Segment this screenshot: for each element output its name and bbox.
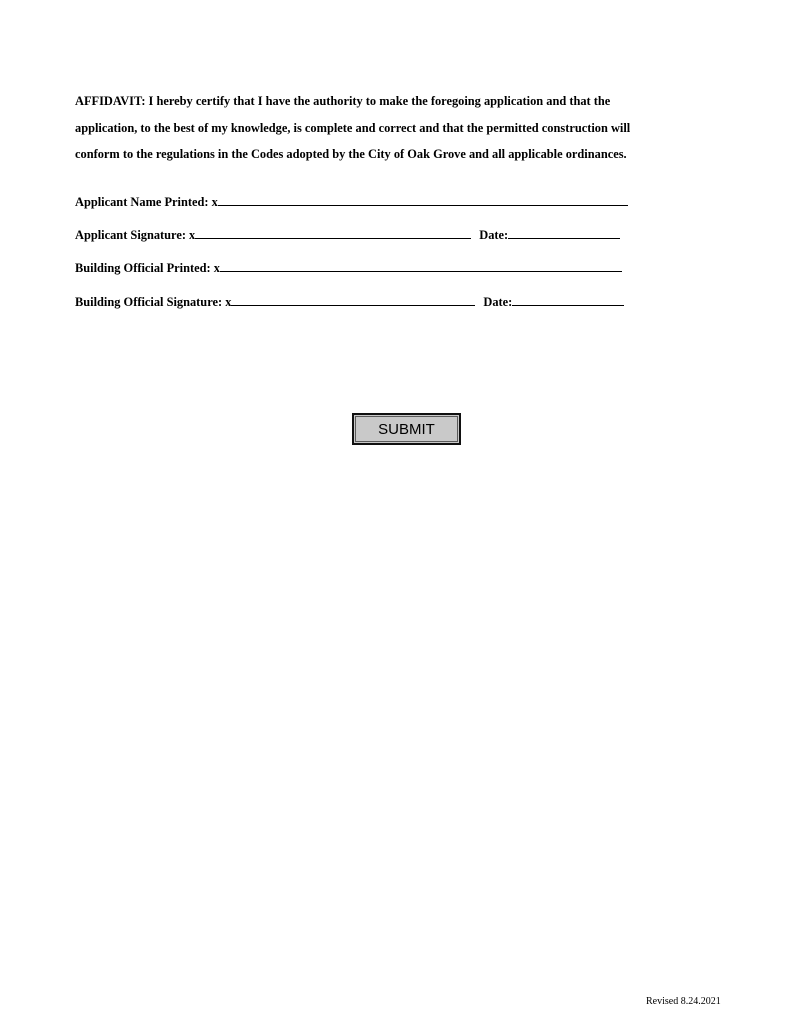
official-date-field[interactable] [512, 293, 624, 306]
submit-button[interactable]: SUBMIT [352, 413, 461, 445]
official-signature-field[interactable] [231, 293, 475, 306]
applicant-name-label: Applicant Name Printed: x [75, 195, 218, 209]
official-date-label: Date: [483, 295, 513, 309]
official-signature-row [75, 293, 624, 310]
applicant-date-label: Date: [479, 228, 509, 242]
official-printed-row [75, 259, 622, 276]
affidavit-line-2: application, to the best of my knowledge, is complete and correct and that the permitted construction will [75, 120, 631, 135]
applicant-date-field[interactable] [508, 226, 620, 239]
affidavit-line-1: AFFIDAVIT: I hereby certify that I have the authority to make the foregoing application and that the [75, 94, 611, 108]
official-printed-field[interactable] [220, 259, 622, 272]
applicant-signature-row [75, 226, 620, 243]
official-printed-label: Building Official Printed: x [75, 261, 220, 275]
applicant-name-field[interactable] [218, 193, 628, 206]
revision-note: Revised 8.24.2021 [646, 996, 721, 1007]
affidavit-statement [75, 88, 715, 168]
official-signature-label: Building Official Signature: x [75, 295, 232, 309]
affidavit-line-3: conform to the regulations in the Codes adopted by the City of Oak Grove and all applicable ordinances. [75, 147, 627, 161]
applicant-signature-field[interactable] [195, 226, 471, 239]
applicant-signature-label: Applicant Signature: x [75, 228, 196, 242]
applicant-name-row [75, 193, 628, 210]
